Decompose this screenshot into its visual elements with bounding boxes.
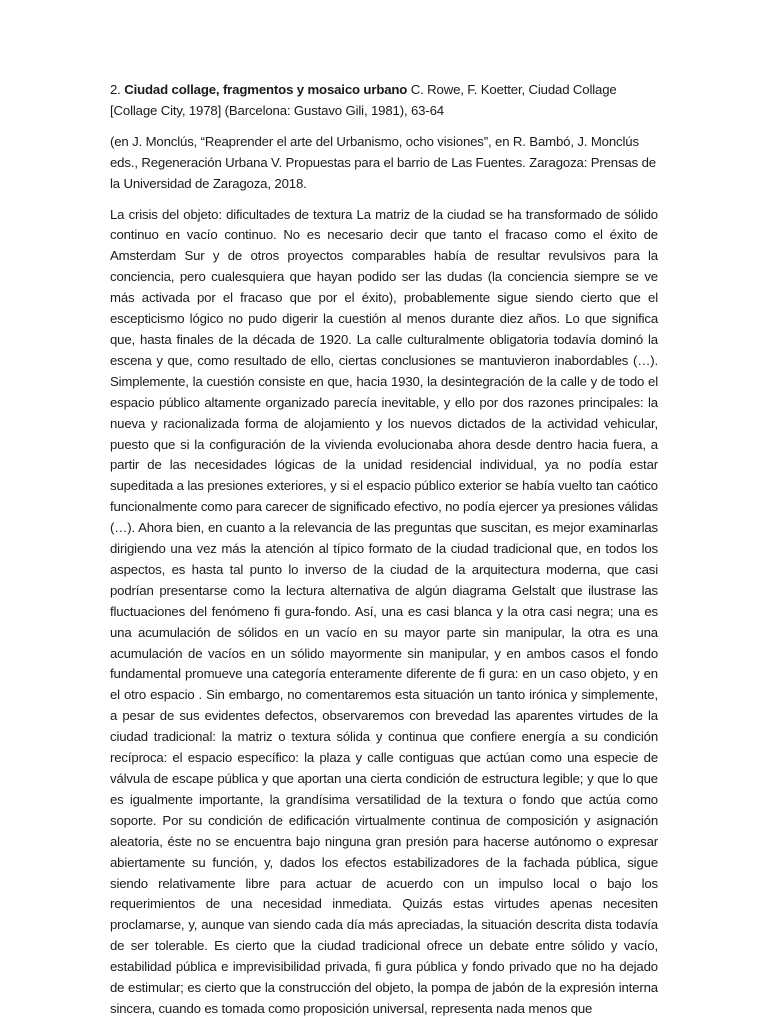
- document-page: [110, 80, 658, 1020]
- reference-title: Ciudad collage, fragmentos y mosaico urbano: [124, 82, 408, 97]
- reference-citation: C. Rowe, F. Koetter, Ciudad Collage [Collage City, 1978] (Barcelona: Gustavo Gili, 1981), 63-64: [110, 82, 617, 118]
- reference-number: 2.: [110, 82, 121, 97]
- source-note: (en J. Monclús, “Reaprender el arte del Urbanismo, ocho visiones”, en R. Bambó, J. Monclús eds., Regeneración Urbana V. Propuestas para el barrio de Las Fuentes. Zaragoza: Prensas de la Universidad de Zaragoza, 2018.: [110, 133, 656, 191]
- reference-heading: [110, 80, 658, 122]
- body-paragraph: La crisis del objeto: dificultades de textura La matriz de la ciudad se ha transformado de sólido continuo en vacío continuo. No es necesario decir que tanto el fracaso como el éxito de Amsterdam Sur y de otros proyectos comparables había de resultar revulsivos para la conciencia, pero cualesquiera que hayan podido ser las dudas (la conciencia siempre se ve más activada por el fracaso que por el éxito), probablemente sigue siendo cierto que el escepticismo lógico no pudo digerir la cuestión al menos durante diez años. Lo que significa que, hasta finales de la década de 1920. La calle culturalmente obligatoria todavía dominó la escena y que, como resultado de ello, ciertas conclusiones se mantuvieron inabordables (…). Simplemente, la cuestión consiste en que, hacia 1930, la desintegración de la calle y de todo el espacio público altamente organizado parecía inevitable, y ello por dos razones principales: la nueva y racionalizada forma de alojamiento y los nuevos dictados de la actividad vehicular, puesto que si la configuración de la vivienda evolucionaba ahora desde dentro hacia fuera, a partir de las necesidades lógicas de la unidad residencial individual, ya no podía estar supeditada a las presiones exteriores, y si el espacio público exterior se había vuelto tan caótico funcionalmente como para carecer de significado efectivo, no podía ejercer ya presiones válidas (…). Ahora bien, en cuanto a la relevancia de las preguntas que suscitan, es mejor examinarlas dirigiendo una vez más la atención al típico formato de la ciudad tradicional que, en todos los aspectos, es hasta tal punto lo inverso de la ciudad de la arquitectura moderna, que casi podrían presentarse como la lectura alternativa de algún diagrama Gelstalt que ilustrase las fluctuaciones del fenómeno fi gura-fondo. Así, una es casi blanca y la otra casi negra; una es una acumulación de sólidos en un vacío en su mayor parte sin manipular, la otra es una acumulación de vacíos en un sólido mayormente sin manipular, y en ambos casos el fondo fundamental promueve una categoría enteramente diferente de fi gura: en un caso objeto, y en el otro espacio . Sin embargo, no comentaremos esta situación un tanto irónica y simplemente, a pesar de sus evidentes defectos, observaremos con brevedad las aparentes virtudes de la ciudad tradicional: la matriz o textura sólida y continua que confiere energía a su condición recíproca: el espacio específico: la plaza y calle contiguas que actúan como una especie de válvula de escape pública y que aportan una cierta condición de estructura legible; y que lo que es igualmente importante, la grandísima versatilidad de la textura o fondo que actúa como soporte. Por su condición de edificación virtualmente continua de composición y asignación aleatoria, éste no se encuentra bajo ninguna gran presión para hacerse autónomo o expresar abiertamente su función, y, dados los efectos estabilizadores de la fachada pública, sigue siendo relativamente libre para actuar de acuerdo con un impulso local o bajo los requerimientos de una necesidad inmediata. Quizás estas virtudes apenas necesiten proclamarse, y, aunque van siendo cada día más apreciadas, la situación descrita dista todavía de ser tolerable. Es cierto que la ciudad tradicional ofrece un debate entre sólido y vacío, estabilidad pública e imprevisibilidad privada, fi gura pública y fondo privado que no ha dejado de estimular; es cierto que la construcción del objeto, la pompa de jabón de la expresión interna sincera, cuando es tomada como proposición universal, representa nada menos que: [110, 206, 659, 1016]
